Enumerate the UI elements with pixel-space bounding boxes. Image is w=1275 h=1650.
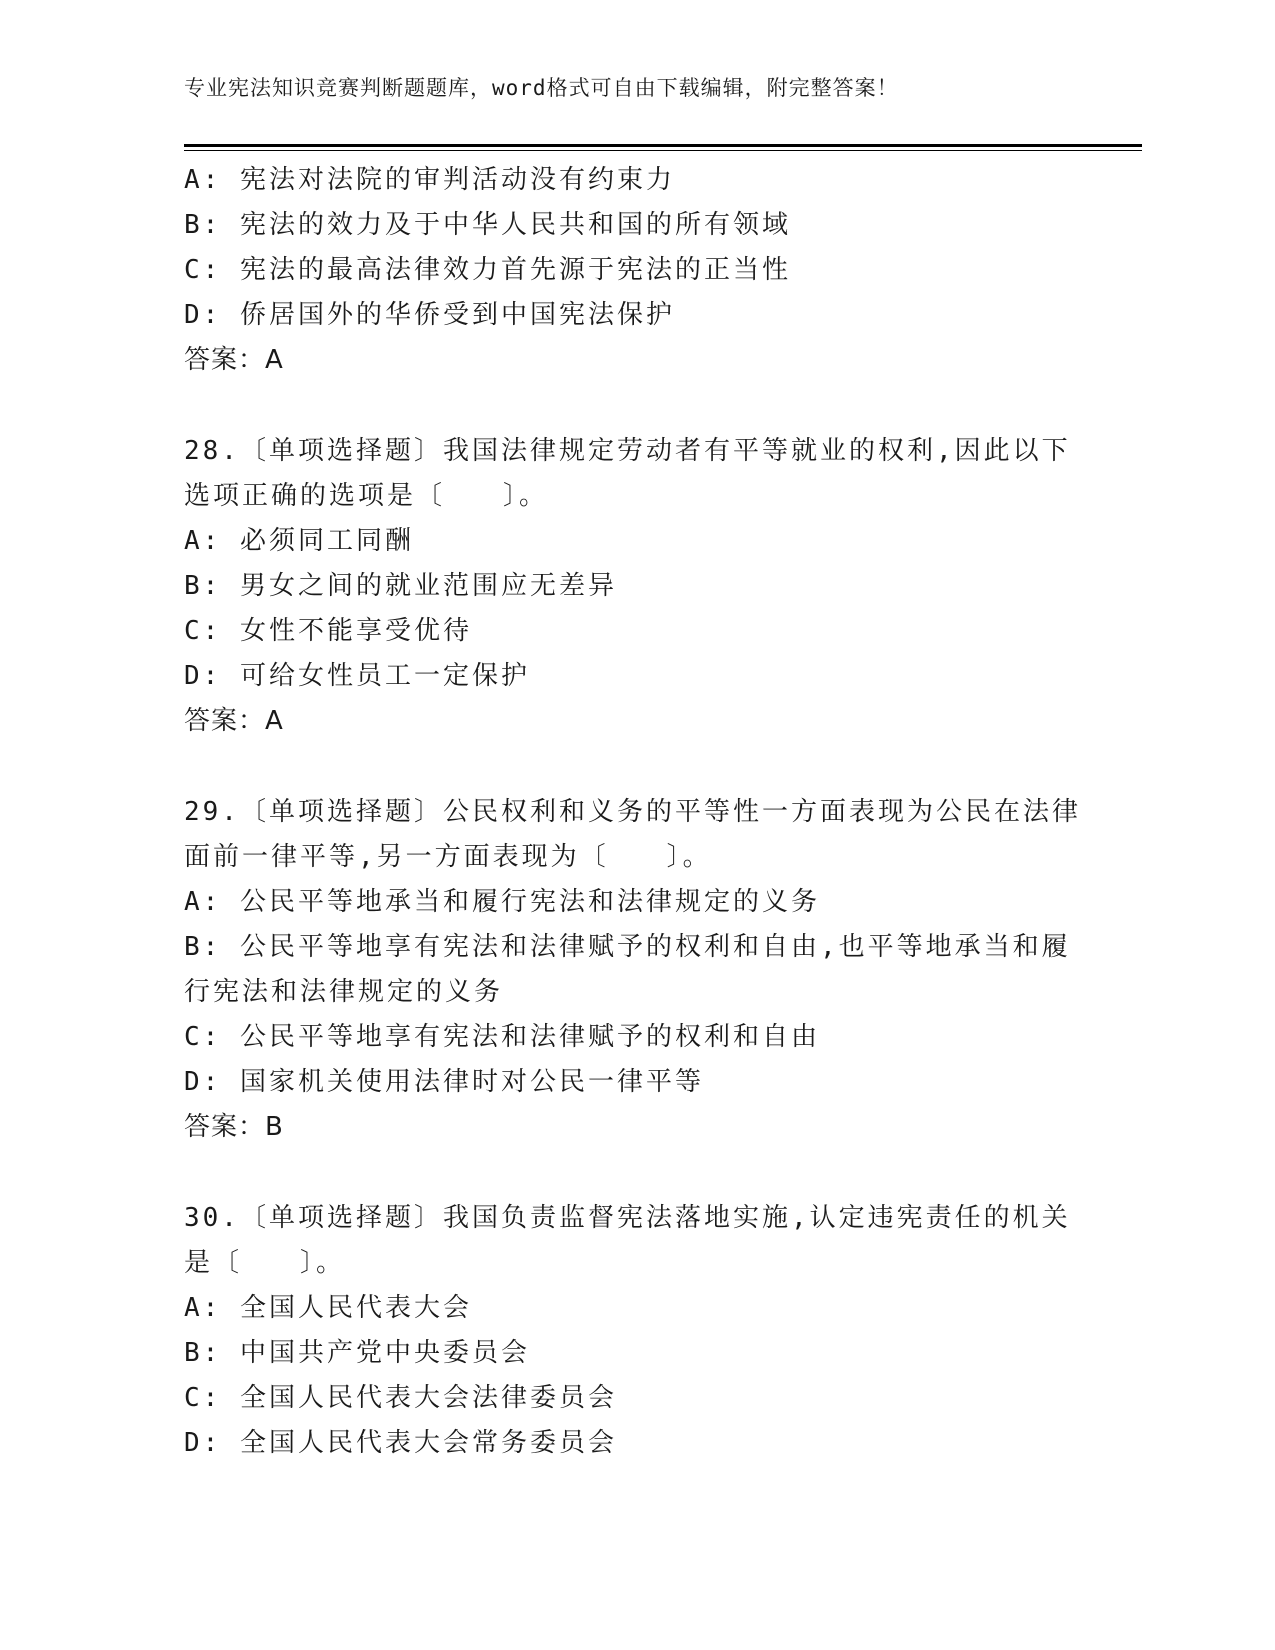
spacer (184, 383, 1084, 429)
question-text: 29.〔单项选择题〕公民权利和义务的平等性一方面表现为公民在法律 (184, 797, 1081, 827)
option-line: A: 必须同工同酬 (184, 526, 414, 556)
question-text: 选项正确的选项是〔 〕。 (184, 481, 549, 511)
option-line: A: 全国人民代表大会 (184, 1293, 472, 1323)
option-line: D: 国家机关使用法律时对公民一律平等 (184, 1067, 704, 1097)
header-rule-thin (184, 150, 1142, 151)
option-line: C: 公民平等地享有宪法和法律赋予的权利和自由 (184, 1022, 820, 1052)
option-line: C: 女性不能享受优待 (184, 616, 472, 646)
option-line: D: 侨居国外的华侨受到中国宪法保护 (184, 300, 675, 330)
option-line: C: 宪法的最高法律效力首先源于宪法的正当性 (184, 255, 791, 285)
spacer (184, 744, 1084, 790)
document-header: 专业宪法知识竞赛判断题题库，word格式可自由下载编辑，附完整答案！ (184, 76, 899, 100)
question-text: 是〔 〕。 (184, 1248, 346, 1278)
option-line: A: 宪法对法院的审判活动没有约束力 (184, 165, 675, 195)
option-line: D: 可给女性员工一定保护 (184, 661, 530, 691)
question-text: 面前一律平等,另一方面表现为〔 〕。 (184, 842, 712, 872)
spacer (184, 1150, 1084, 1196)
answer-line: 答案：A (184, 345, 284, 375)
header-rule-thick (184, 144, 1142, 147)
question-text: 28.〔单项选择题〕我国法律规定劳动者有平等就业的权利,因此以下 (184, 436, 1071, 466)
option-line: 行宪法和法律规定的义务 (184, 977, 504, 1007)
question-text: 30.〔单项选择题〕我国负责监督宪法落地实施,认定违宪责任的机关 (184, 1203, 1071, 1233)
option-line: D: 全国人民代表大会常务委员会 (184, 1428, 617, 1458)
option-line: A: 公民平等地承当和履行宪法和法律规定的义务 (184, 887, 820, 917)
answer-line: 答案：B (184, 1112, 284, 1142)
answer-line: 答案：A (184, 706, 284, 736)
option-line: B: 宪法的效力及于中华人民共和国的所有领域 (184, 210, 791, 240)
question-list (184, 158, 1084, 1466)
option-line: C: 全国人民代表大会法律委员会 (184, 1383, 617, 1413)
option-line: B: 中国共产党中央委员会 (184, 1338, 530, 1368)
option-line: B: 男女之间的就业范围应无差异 (184, 571, 617, 601)
option-line: B: 公民平等地享有宪法和法律赋予的权利和自由,也平等地承当和履 (184, 932, 1071, 962)
